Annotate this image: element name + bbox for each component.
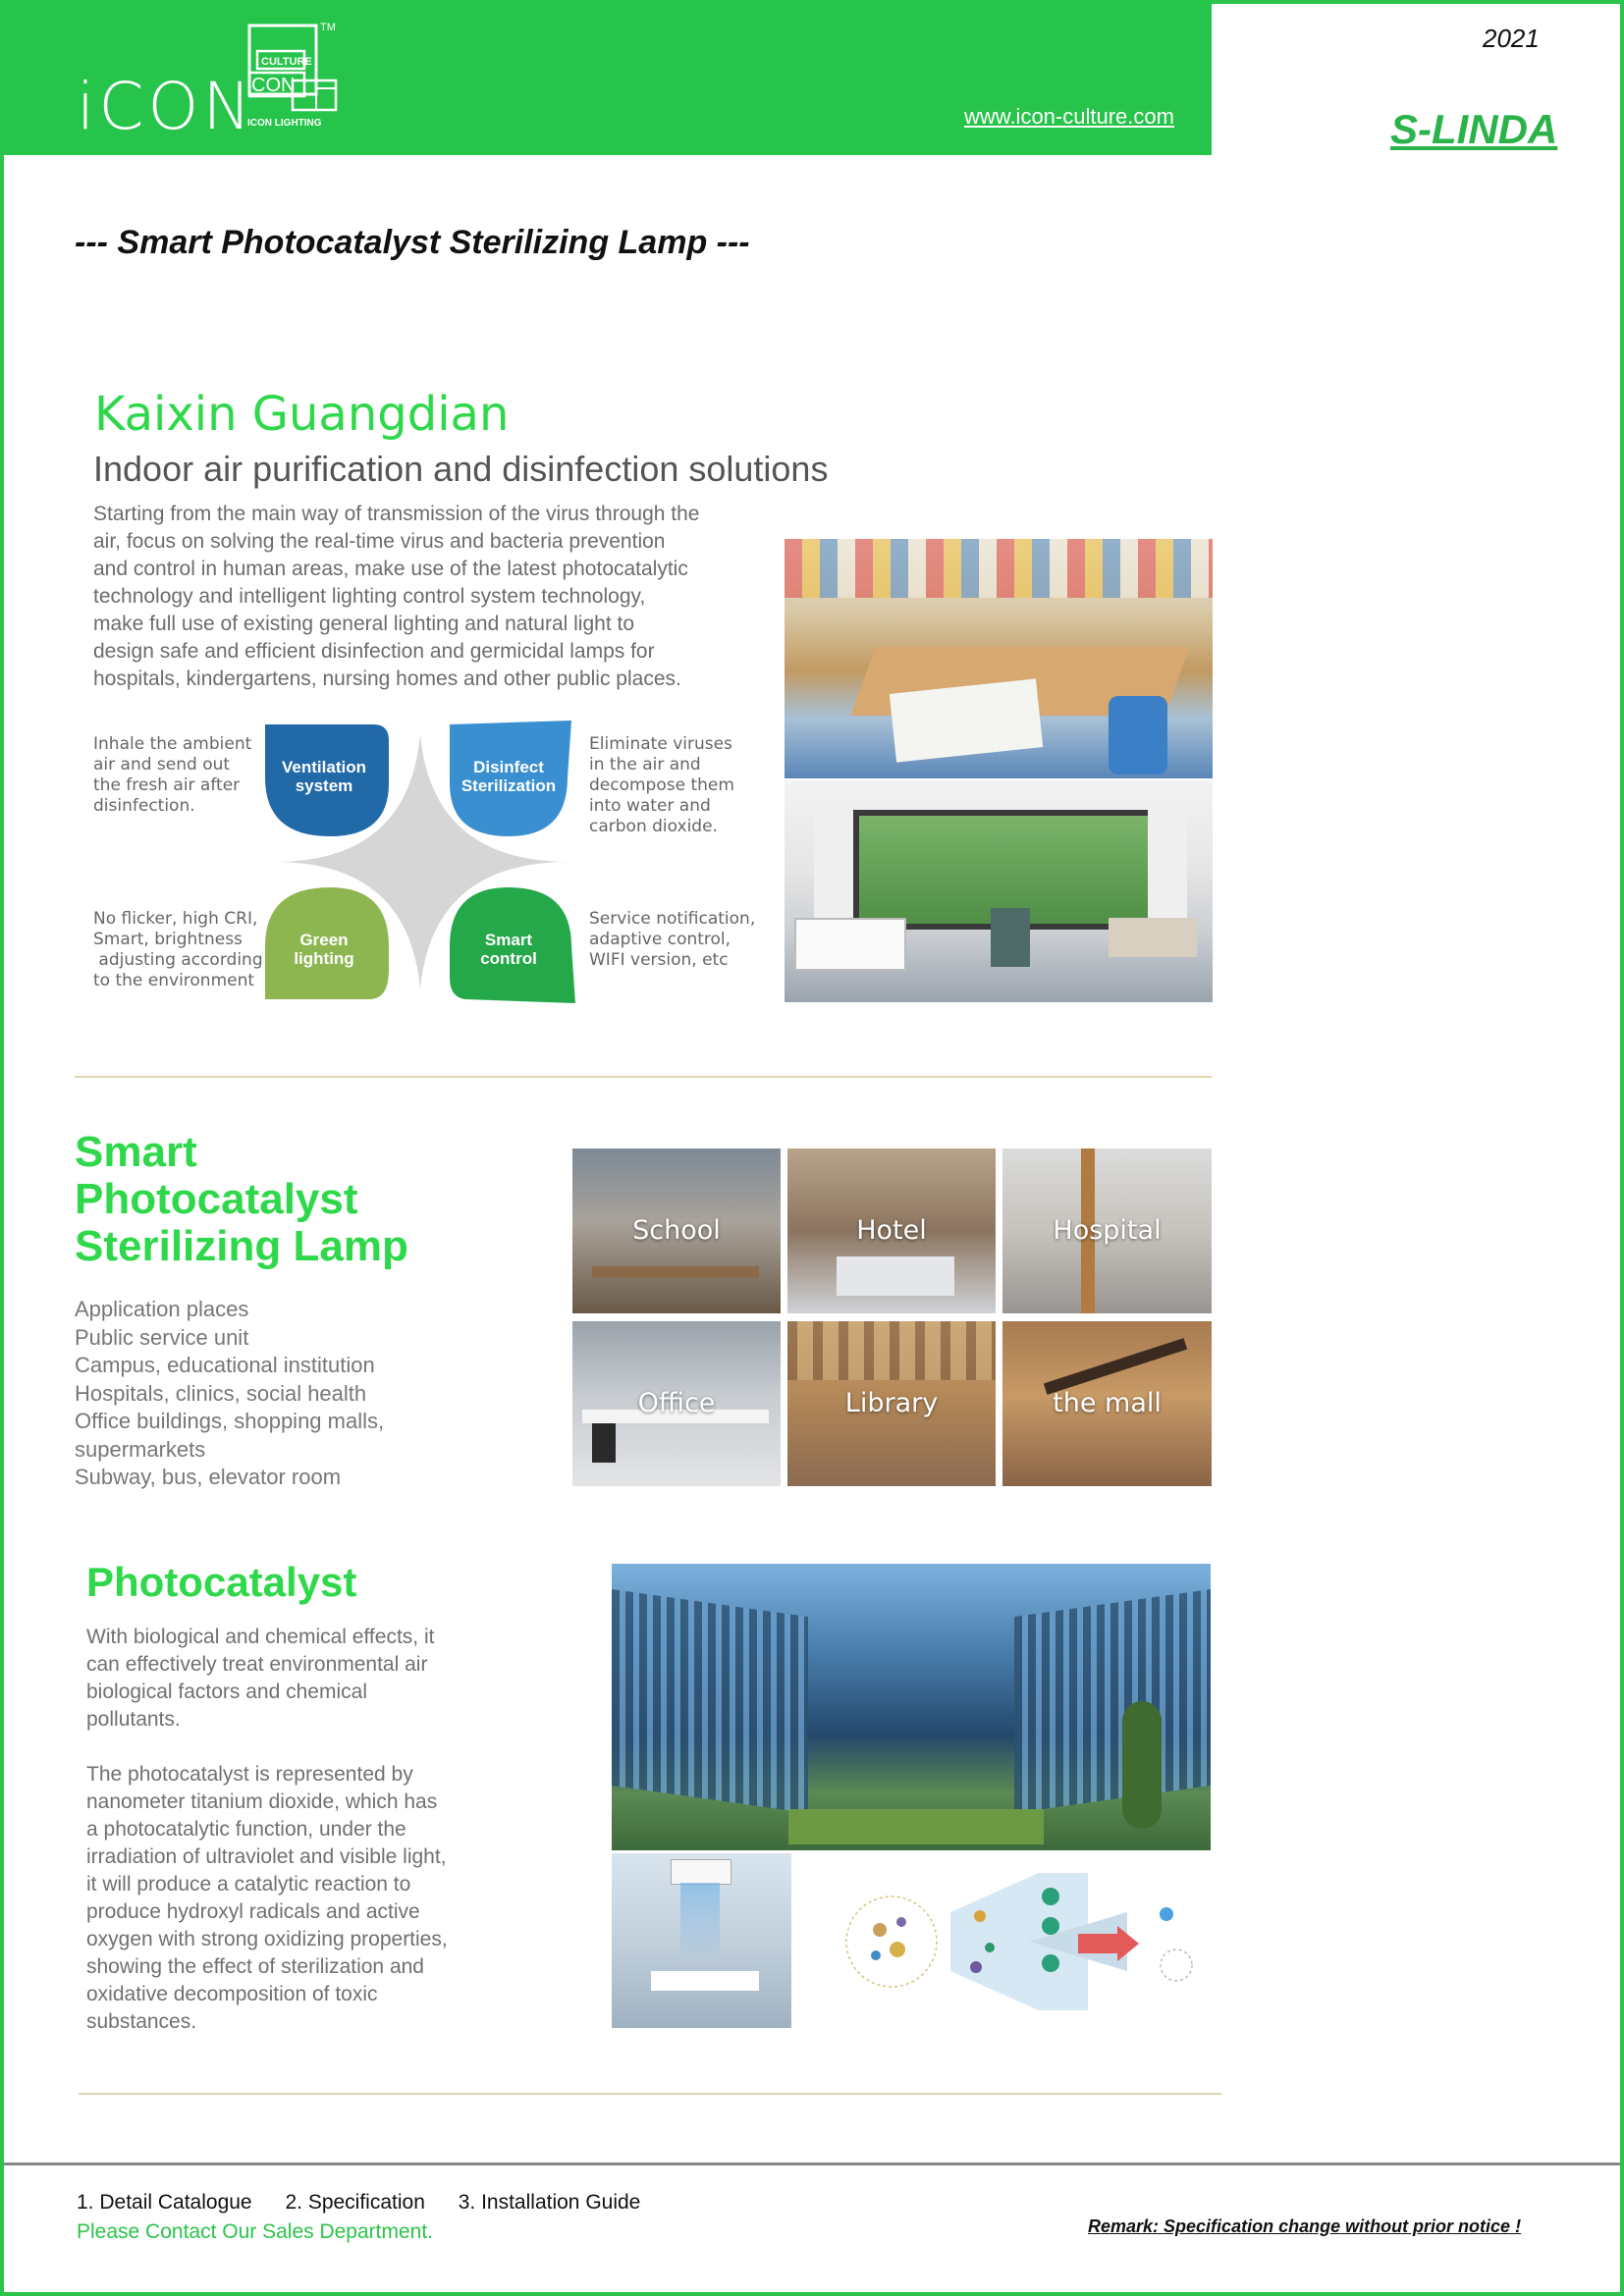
- feature-label-disinfect: Disinfect Sterilization: [460, 758, 557, 795]
- kaixin-paragraph: Starting from the main way of transmission of the virus through the air, focus on solving the real-time virus and bacteria prevention and control in human areas, make use of the latest photocatalytic technology and intelligent lighting control system technology, make full use of existing general lighting and natural light to design safe and efficient disinfection and germicidal lamps for hospitals, kindergartens, nursing homes and other public places.: [93, 503, 700, 690]
- kaixin-subtitle: Indoor air purification and disinfection solutions: [93, 449, 829, 489]
- logo-mark-bottom: CON: [251, 75, 296, 96]
- smart-lamp-title: Smart Photocatalyst Sterilizing Lamp: [75, 1128, 408, 1270]
- feature-note-green: No flicker, high CRI, Smart, brightness adjusting according to the environment: [93, 909, 263, 990]
- tile-hotel: Hotel: [787, 1148, 996, 1313]
- tile-library: Library: [787, 1321, 996, 1486]
- list-item: Campus, educational institution: [75, 1353, 375, 1377]
- classroom-photo: [785, 539, 1213, 778]
- application-list: [75, 1296, 384, 1492]
- page-title: --- Smart Photocatalyst Sterilizing Lamp ---: [75, 224, 750, 261]
- office-ceiling-lamp-photo: [612, 1853, 791, 2028]
- kaixin-title: Kaixin Guangdian: [94, 387, 510, 442]
- guide-specification: 2. Specification: [285, 2191, 425, 2214]
- contact-note: Please Contact Our Sales Department.: [77, 2220, 434, 2243]
- footer-divider: [4, 2163, 1620, 2165]
- hospital-ward-photo: [785, 780, 1213, 1002]
- logo-subtitle: ICON LIGHTING: [247, 118, 322, 129]
- list-item: supermarkets: [75, 1436, 206, 1462]
- feature-note-smart: Service notification, adaptive control, WIFI version, etc: [589, 909, 756, 970]
- list-item: Subway, bus, elevator room: [75, 1465, 342, 1489]
- tile-hospital: Hospital: [1002, 1148, 1212, 1313]
- website-link[interactable]: www.icon-culture.com: [964, 104, 1174, 129]
- list-item: Application places: [75, 1297, 249, 1321]
- list-item: Public service unit: [75, 1324, 249, 1350]
- guide-detail-catalogue: 1. Detail Catalogue: [77, 2191, 252, 2214]
- section-divider: [79, 2093, 1221, 2095]
- list-item: Hospitals, clinics, social health: [75, 1380, 367, 1406]
- logo-mark-top: CULTURE: [261, 56, 312, 68]
- atrium-building-photo: [612, 1564, 1211, 1850]
- remark-note: Remark: Specification change without prior notice !: [1088, 2216, 1522, 2236]
- photocatalyst-paragraph-2: The photocatalyst is represented by nanometer titanium dioxide, which has a photocatalytic function, under the irradiation of ultraviolet and visible light, it will produce a catalytic reaction to produce hydroxyl radicals and active oxygen with strong oxidizing properties, showing the effect of sterilization and oxidative decomposition of toxic substances.: [86, 1763, 448, 2033]
- guide-list: [77, 2191, 668, 2215]
- feature-label-green: Green lighting: [294, 931, 354, 968]
- feature-note-disinfect: Eliminate viruses in the air and decompose them into water and carbon dioxide.: [589, 734, 734, 836]
- feature-label-smart: Smart control: [480, 931, 537, 968]
- tile-mall: the mall: [1002, 1321, 1212, 1486]
- logo-mark-icon: [247, 22, 342, 130]
- section-divider: [75, 1076, 1212, 1078]
- list-item: Office buildings, shopping malls,: [75, 1409, 385, 1433]
- logo-wordmark: iCON: [77, 69, 255, 144]
- photocatalyst-title: Photocatalyst: [86, 1559, 357, 1605]
- feature-note-ventilation: Inhale the ambient air and send out the fresh air after disinfection.: [93, 734, 252, 816]
- product-code: S-LINDA: [1390, 106, 1558, 152]
- photocatalysis-diagram: [833, 1853, 1211, 2028]
- feature-label-ventilation: Ventilation system: [282, 758, 366, 795]
- tile-school: School: [572, 1148, 781, 1313]
- logo-trademark: TM: [320, 22, 336, 33]
- photocatalyst-paragraph-1: With biological and chemical effects, it can effectively treat environmental air biological factors and chemical pollutants.: [86, 1626, 435, 1731]
- catalogue-year: 2021: [1483, 24, 1540, 53]
- guide-installation: 3. Installation Guide: [458, 2191, 641, 2214]
- tile-office: Office: [572, 1321, 781, 1486]
